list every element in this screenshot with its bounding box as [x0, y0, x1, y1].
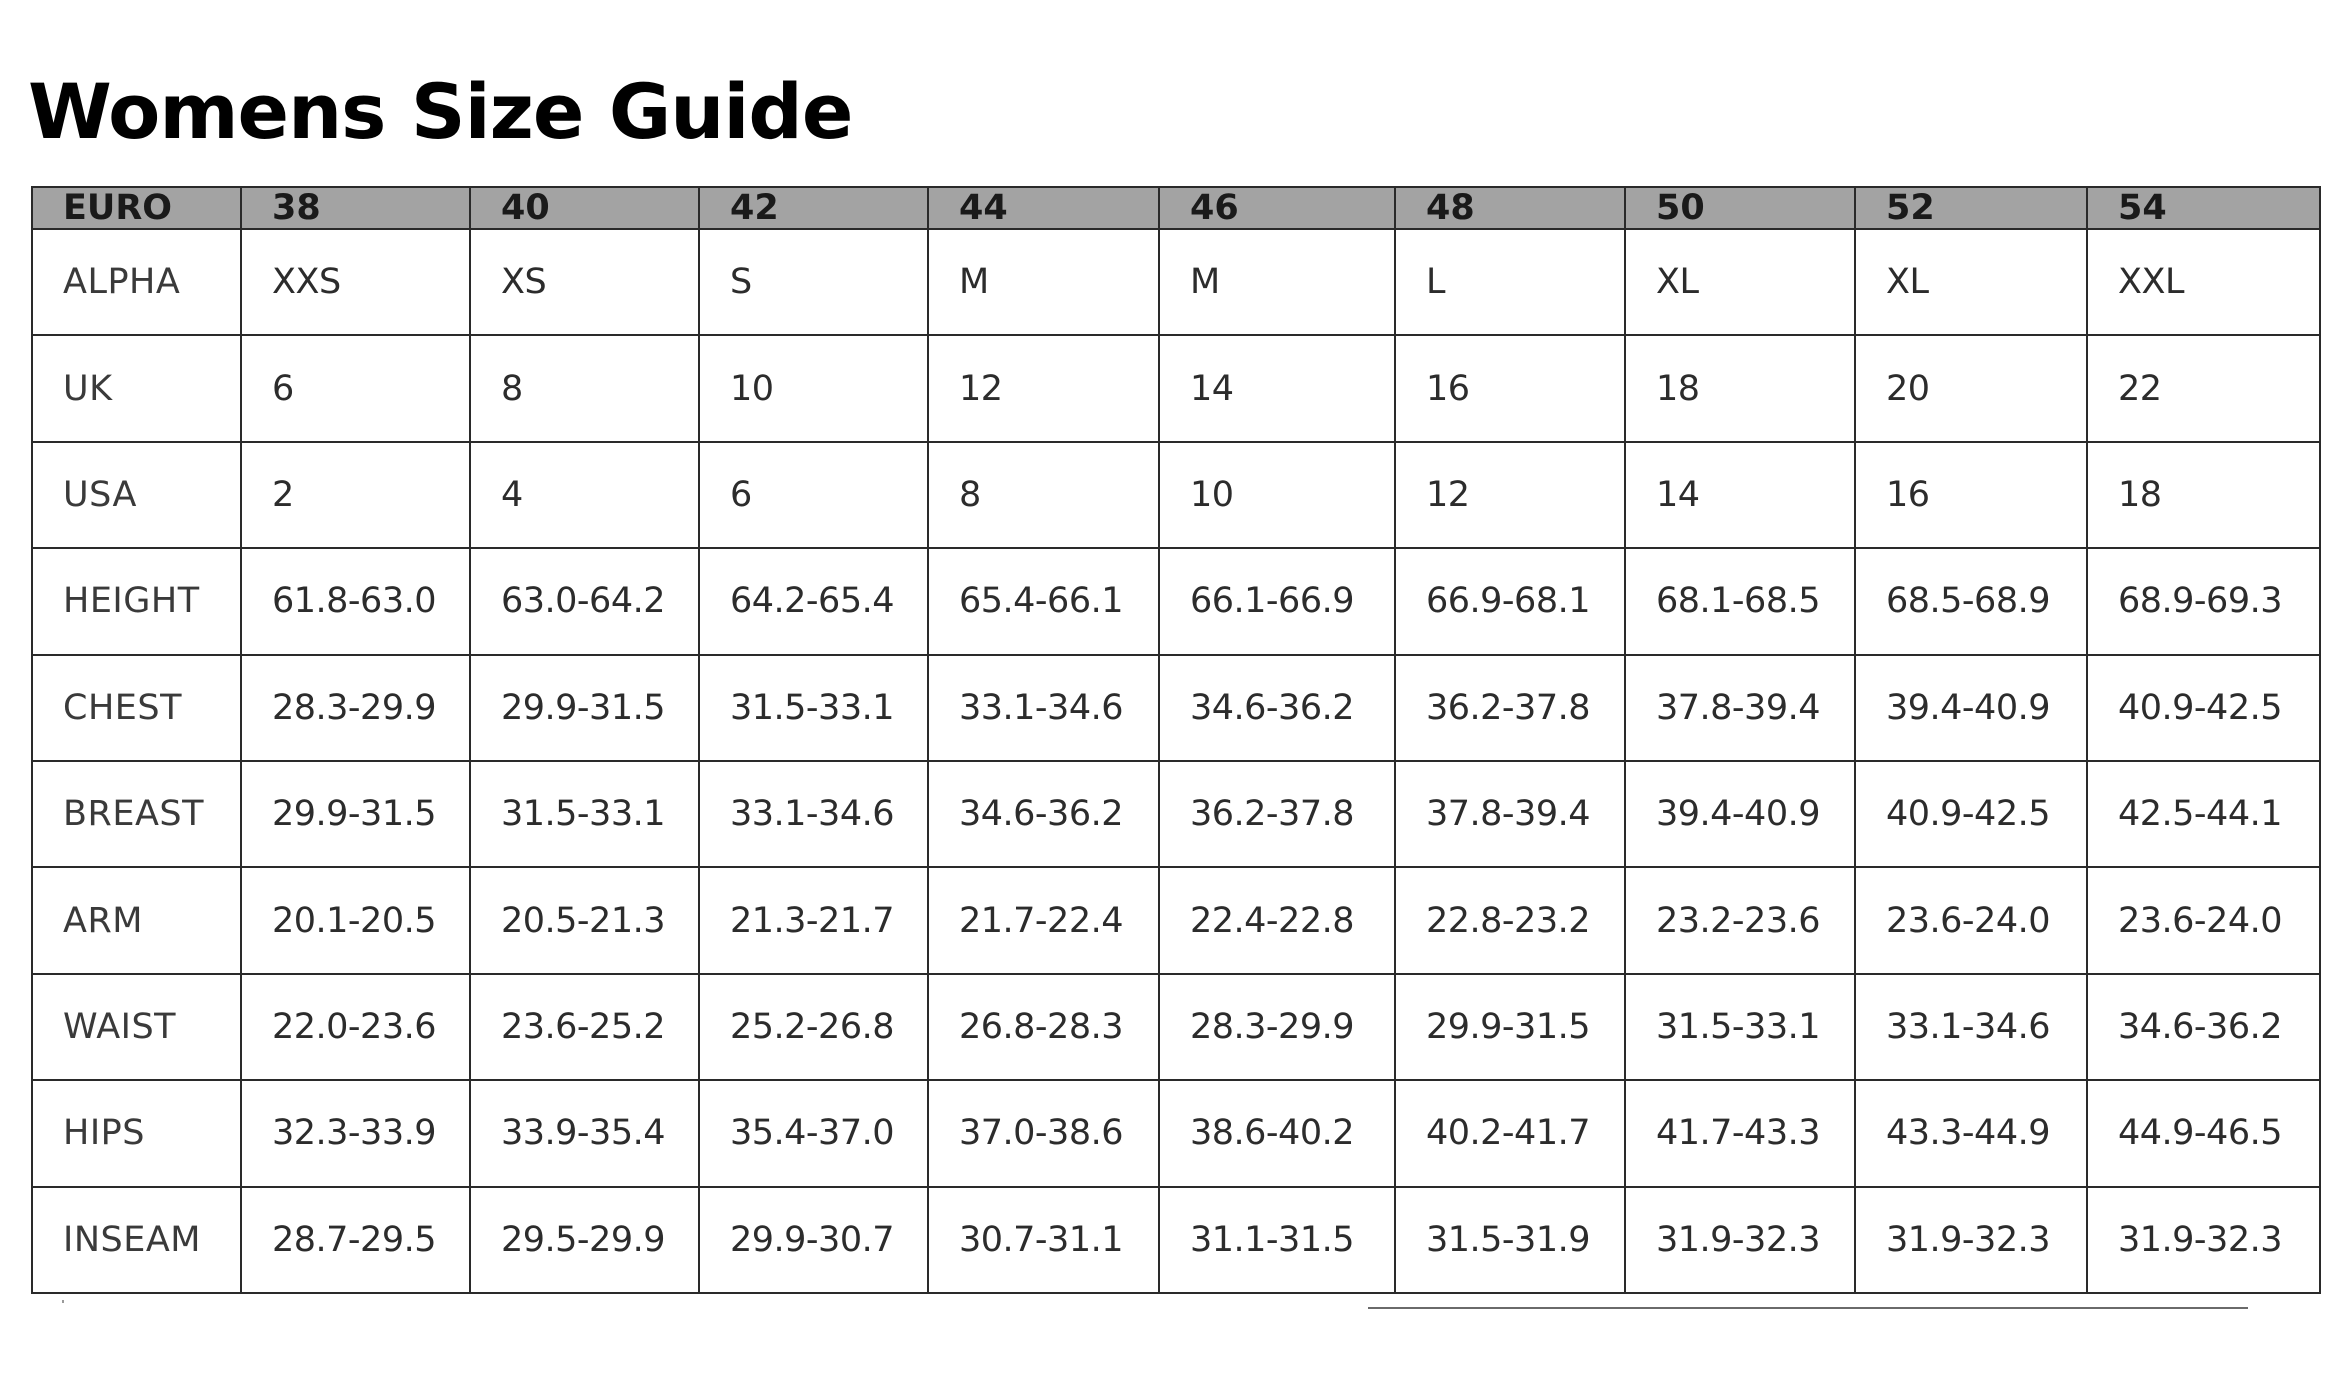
- table-cell: 10: [699, 335, 928, 441]
- table-cell: 65.4-66.1: [928, 548, 1159, 654]
- page-title: Womens Size Guide: [28, 67, 853, 156]
- table-cell: 68.5-68.9: [1855, 548, 2087, 654]
- table-cell: 16: [1395, 335, 1625, 441]
- header-cell-euro-48: 48: [1395, 187, 1625, 229]
- table-cell: 10: [1159, 442, 1395, 548]
- table-cell: 14: [1625, 442, 1855, 548]
- table-cell: 22.4-22.8: [1159, 867, 1395, 973]
- table-cell: M: [928, 229, 1159, 335]
- header-cell-euro-42: 42: [699, 187, 928, 229]
- table-cell: 23.2-23.6: [1625, 867, 1855, 973]
- table-cell: 20.1-20.5: [241, 867, 470, 973]
- table-cell: 22.8-23.2: [1395, 867, 1625, 973]
- table-cell: 29.5-29.9: [470, 1187, 699, 1293]
- row-label-chest: CHEST: [32, 655, 241, 761]
- row-label-alpha: ALPHA: [32, 229, 241, 335]
- table-cell: 33.9-35.4: [470, 1080, 699, 1186]
- table-cell: 61.8-63.0: [241, 548, 470, 654]
- table-header-row: [32, 187, 2320, 229]
- table-cell: 34.6-36.2: [2087, 974, 2320, 1080]
- table-cell: 34.6-36.2: [1159, 655, 1395, 761]
- table-row-height: [32, 548, 2320, 654]
- table-cell: 64.2-65.4: [699, 548, 928, 654]
- table-cell: 37.8-39.4: [1625, 655, 1855, 761]
- table-cell: 43.3-44.9: [1855, 1080, 2087, 1186]
- table-cell: 31.5-33.1: [699, 655, 928, 761]
- table-cell: 35.4-37.0: [699, 1080, 928, 1186]
- table-cell: 8: [928, 442, 1159, 548]
- table-cell: 31.9-32.3: [1625, 1187, 1855, 1293]
- table-cell: 20.5-21.3: [470, 867, 699, 973]
- table-cell: 31.9-32.3: [2087, 1187, 2320, 1293]
- table-cell: 66.9-68.1: [1395, 548, 1625, 654]
- row-label-hips: HIPS: [32, 1080, 241, 1186]
- table-cell: 40.9-42.5: [2087, 655, 2320, 761]
- row-label-height: HEIGHT: [32, 548, 241, 654]
- table-cell: 2: [241, 442, 470, 548]
- table-cell: 31.5-33.1: [1625, 974, 1855, 1080]
- table-cell: 28.7-29.5: [241, 1187, 470, 1293]
- table-cell: 31.9-32.3: [1855, 1187, 2087, 1293]
- table-row-arm: [32, 867, 2320, 973]
- table-row-chest: [32, 655, 2320, 761]
- table-cell: 16: [1855, 442, 2087, 548]
- header-cell-euro-38: 38: [241, 187, 470, 229]
- table-cell: 39.4-40.9: [1625, 761, 1855, 867]
- table-cell: 37.0-38.6: [928, 1080, 1159, 1186]
- table-cell: S: [699, 229, 928, 335]
- row-label-arm: ARM: [32, 867, 241, 973]
- table-cell: 21.3-21.7: [699, 867, 928, 973]
- table-cell: 29.9-31.5: [470, 655, 699, 761]
- size-guide-table: [31, 186, 2321, 1294]
- table-cell: 6: [241, 335, 470, 441]
- table-row-usa: [32, 442, 2320, 548]
- table-row-inseam: [32, 1187, 2320, 1293]
- table-cell: 21.7-22.4: [928, 867, 1159, 973]
- table-cell: 34.6-36.2: [928, 761, 1159, 867]
- table-cell: XL: [1855, 229, 2087, 335]
- table-cell: 29.9-30.7: [699, 1187, 928, 1293]
- row-label-waist: WAIST: [32, 974, 241, 1080]
- table-cell: 63.0-64.2: [470, 548, 699, 654]
- table-cell: 33.1-34.6: [1855, 974, 2087, 1080]
- table-cell: 41.7-43.3: [1625, 1080, 1855, 1186]
- table-row-uk: [32, 335, 2320, 441]
- table-cell: 68.1-68.5: [1625, 548, 1855, 654]
- header-cell-euro-40: 40: [470, 187, 699, 229]
- table-cell: 8: [470, 335, 699, 441]
- row-label-uk: UK: [32, 335, 241, 441]
- header-cell-euro-label: EURO: [32, 187, 241, 229]
- table-cell: 28.3-29.9: [1159, 974, 1395, 1080]
- table-cell: 38.6-40.2: [1159, 1080, 1395, 1186]
- table-cell: XXL: [2087, 229, 2320, 335]
- row-label-inseam: INSEAM: [32, 1187, 241, 1293]
- table-cell: XXS: [241, 229, 470, 335]
- row-label-breast: BREAST: [32, 761, 241, 867]
- table-row-breast: [32, 761, 2320, 867]
- table-cell: 33.1-34.6: [699, 761, 928, 867]
- table-cell: 36.2-37.8: [1159, 761, 1395, 867]
- table-cell: 26.8-28.3: [928, 974, 1159, 1080]
- table-cell: 18: [1625, 335, 1855, 441]
- table-cell: 66.1-66.9: [1159, 548, 1395, 654]
- row-label-usa: USA: [32, 442, 241, 548]
- table-cell: 31.1-31.5: [1159, 1187, 1395, 1293]
- table-cell: L: [1395, 229, 1625, 335]
- table-cell: 23.6-24.0: [1855, 867, 2087, 973]
- table-body: [32, 229, 2320, 1293]
- table-cell: 31.5-31.9: [1395, 1187, 1625, 1293]
- table-cell: XL: [1625, 229, 1855, 335]
- table-cell: 42.5-44.1: [2087, 761, 2320, 867]
- table-cell: XS: [470, 229, 699, 335]
- table-cell: 6: [699, 442, 928, 548]
- table-cell: 37.8-39.4: [1395, 761, 1625, 867]
- table-cell: 4: [470, 442, 699, 548]
- table-cell: 40.9-42.5: [1855, 761, 2087, 867]
- table-cell: 22: [2087, 335, 2320, 441]
- table-cell: 36.2-37.8: [1395, 655, 1625, 761]
- table-row-hips: [32, 1080, 2320, 1186]
- bottom-tick-mark: [62, 1300, 64, 1303]
- table-cell: 32.3-33.9: [241, 1080, 470, 1186]
- bottom-rule-divider: [1368, 1307, 2248, 1309]
- header-cell-euro-54: 54: [2087, 187, 2320, 229]
- table-cell: 33.1-34.6: [928, 655, 1159, 761]
- table-cell: 25.2-26.8: [699, 974, 928, 1080]
- table-cell: 20: [1855, 335, 2087, 441]
- table-cell: 18: [2087, 442, 2320, 548]
- table-row-waist: [32, 974, 2320, 1080]
- table-cell: 29.9-31.5: [1395, 974, 1625, 1080]
- table-cell: 12: [928, 335, 1159, 441]
- table-cell: 28.3-29.9: [241, 655, 470, 761]
- table-row-alpha: [32, 229, 2320, 335]
- table-cell: 39.4-40.9: [1855, 655, 2087, 761]
- table-cell: 22.0-23.6: [241, 974, 470, 1080]
- table-cell: 40.2-41.7: [1395, 1080, 1625, 1186]
- table-cell: 30.7-31.1: [928, 1187, 1159, 1293]
- table-cell: 14: [1159, 335, 1395, 441]
- header-cell-euro-50: 50: [1625, 187, 1855, 229]
- header-cell-euro-46: 46: [1159, 187, 1395, 229]
- header-cell-euro-44: 44: [928, 187, 1159, 229]
- table-cell: 23.6-25.2: [470, 974, 699, 1080]
- table-cell: 23.6-24.0: [2087, 867, 2320, 973]
- header-cell-euro-52: 52: [1855, 187, 2087, 229]
- table-cell: 68.9-69.3: [2087, 548, 2320, 654]
- table-cell: 12: [1395, 442, 1625, 548]
- table-cell: 44.9-46.5: [2087, 1080, 2320, 1186]
- table-cell: 29.9-31.5: [241, 761, 470, 867]
- table-cell: M: [1159, 229, 1395, 335]
- table-cell: 31.5-33.1: [470, 761, 699, 867]
